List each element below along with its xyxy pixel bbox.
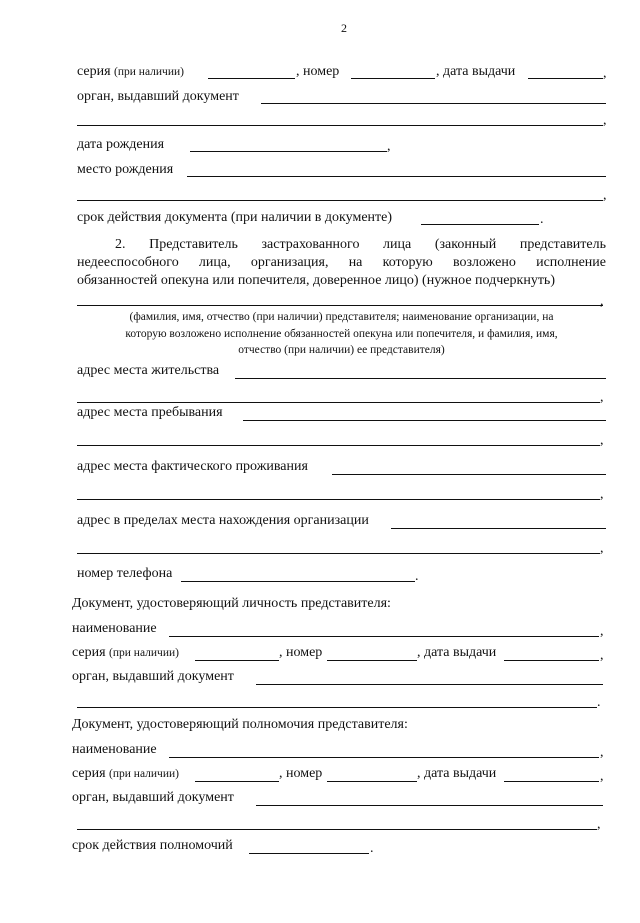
section2-line3: обязанностей опекуна или попечителя, доверенное лицо) (нужное подчеркнуть) — [77, 273, 555, 288]
comma: , — [600, 390, 604, 405]
comma: , — [600, 624, 604, 639]
birth-place-field[interactable] — [187, 176, 606, 177]
birth-date-label: дата рождения — [77, 137, 165, 152]
rep-authority-heading: Документ, удостоверяющий полномочия представителя: — [72, 717, 408, 732]
comma: , — [603, 66, 607, 81]
applicant-issuer-field[interactable] — [261, 103, 606, 104]
rep-authority-series-field[interactable] — [195, 781, 279, 782]
rep-identity-issue-date-field[interactable] — [504, 660, 599, 661]
applicant-number-field[interactable] — [351, 78, 435, 79]
comma: , — [600, 433, 604, 448]
representative-caption-line3: отчество (при наличии) ее представителя) — [238, 344, 445, 356]
applicant-issue-date-label: , дата выдачи — [436, 64, 516, 79]
rep-authority-number-label: , номер — [279, 766, 323, 781]
birth-place-label: место рождения — [77, 162, 174, 177]
phone-field[interactable] — [181, 581, 415, 582]
rep-identity-number-field[interactable] — [327, 660, 417, 661]
rep-identity-issuer-field[interactable] — [256, 684, 603, 685]
residence-address-field-line2[interactable] — [77, 402, 600, 403]
org-address-field-line2[interactable] — [77, 553, 600, 554]
period: . — [415, 569, 419, 584]
representative-caption-line2: которую возложено исполнение обязанностей опекуна или попечителя, и фамилия, имя, — [125, 328, 558, 340]
rep-identity-name-field[interactable] — [169, 636, 599, 637]
page-number: 2 — [341, 21, 347, 35]
applicant-number-label: , номер — [296, 64, 340, 79]
birth-place-field-line2[interactable] — [77, 200, 603, 201]
rep-identity-issuer-field-line2[interactable] — [77, 707, 597, 708]
stay-address-label: адрес места пребывания — [77, 405, 223, 420]
representative-caption-line1: (фамилия, имя, отчество (при наличии) представителя; наименование организации, на — [129, 311, 554, 323]
stay-address-field-line2[interactable] — [77, 445, 600, 446]
applicant-series-field[interactable] — [208, 78, 295, 79]
comma: , — [600, 745, 604, 760]
actual-address-label: адрес места фактического проживания — [77, 459, 308, 474]
birth-date-field[interactable] — [190, 151, 387, 152]
rep-authority-issuer-field[interactable] — [256, 805, 603, 806]
rep-authority-name-label: наименование — [72, 742, 157, 757]
comma: , — [387, 139, 391, 154]
rep-authority-name-field[interactable] — [169, 757, 599, 758]
period: . — [597, 695, 601, 710]
rep-authority-issuer-label: орган, выдавший документ — [72, 790, 234, 805]
rep-authority-issue-date-label: , дата выдачи — [417, 766, 497, 781]
rep-identity-series-label: серия (при наличии) — [72, 645, 179, 660]
actual-address-field[interactable] — [332, 474, 606, 475]
rep-identity-number-label: , номер — [279, 645, 323, 660]
comma: , — [597, 817, 601, 832]
rep-identity-issuer-label: орган, выдавший документ — [72, 669, 234, 684]
org-address-field[interactable] — [391, 528, 606, 529]
section2-line2: недееспособного лица, организация, на которую возложено исполнение — [77, 255, 606, 270]
rep-identity-series-field[interactable] — [195, 660, 279, 661]
comma: , — [600, 487, 604, 502]
applicant-issue-date-field[interactable] — [528, 78, 603, 79]
rep-identity-issue-date-label: , дата выдачи — [417, 645, 497, 660]
org-address-label: адрес в пределах места нахождения организации — [77, 513, 369, 528]
authority-term-field[interactable] — [249, 853, 369, 854]
residence-address-label: адрес места жительства — [77, 363, 220, 378]
period: . — [370, 841, 374, 856]
applicant-issuer-field-line2[interactable] — [77, 125, 603, 126]
comma: , — [600, 648, 604, 663]
phone-label: номер телефона — [77, 566, 173, 581]
rep-authority-issuer-field-line2[interactable] — [77, 829, 597, 830]
authority-term-label: срок действия полномочий — [72, 838, 233, 853]
document-validity-field[interactable] — [421, 224, 539, 225]
actual-address-field-line2[interactable] — [77, 499, 600, 500]
rep-identity-name-label: наименование — [72, 621, 157, 636]
period: . — [540, 212, 544, 227]
rep-authority-series-label: серия (при наличии) — [72, 766, 179, 781]
comma: , — [603, 113, 607, 128]
document-validity-label: срок действия документа (при наличии в документе) — [77, 210, 393, 225]
comma: , — [600, 294, 604, 309]
residence-address-field[interactable] — [235, 378, 606, 379]
comma: , — [600, 541, 604, 556]
comma: , — [603, 188, 607, 203]
applicant-series-label: серия (при наличии) — [77, 64, 184, 79]
representative-name-field[interactable] — [77, 305, 603, 306]
stay-address-field[interactable] — [243, 420, 606, 421]
rep-identity-heading: Документ, удостоверяющий личность представителя: — [72, 596, 391, 611]
rep-authority-issue-date-field[interactable] — [504, 781, 599, 782]
applicant-issuer-label: орган, выдавший документ — [77, 89, 239, 104]
rep-authority-number-field[interactable] — [327, 781, 417, 782]
comma: , — [600, 769, 604, 784]
section2-line1: 2. Представитель застрахованного лица (законный представитель — [115, 237, 606, 252]
